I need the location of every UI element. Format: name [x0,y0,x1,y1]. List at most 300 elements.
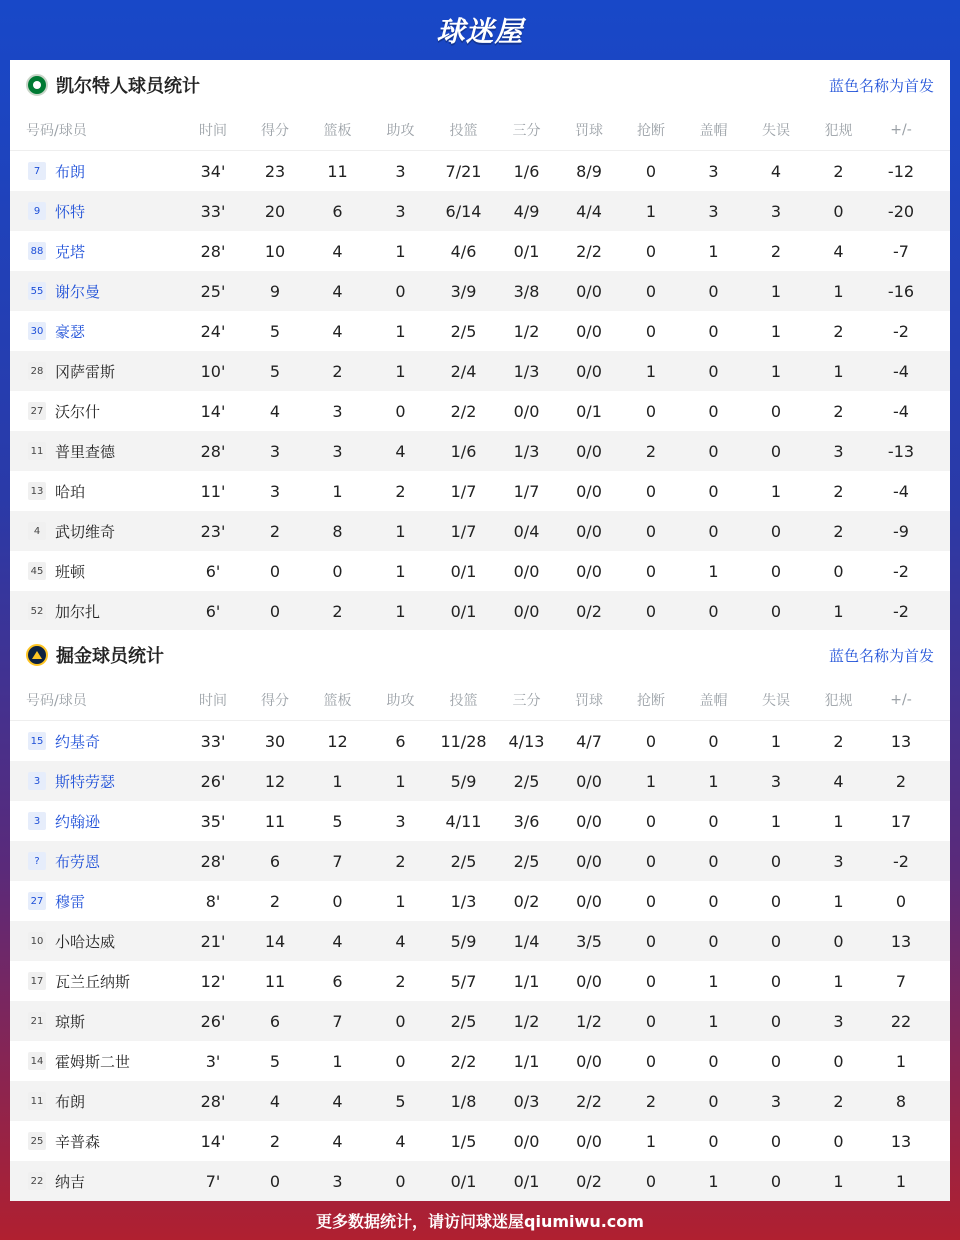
panel-title-row [10,60,950,110]
stat-cell: 1 [895,1171,907,1191]
player-name: 哈珀 [55,482,86,501]
starter-note: 蓝色名称为首发 [828,646,934,665]
jersey-number: 11 [28,442,46,460]
team-title: 掘金球员统计 [56,646,164,667]
player-name: 加尔扎 [55,602,101,621]
player-row [10,721,950,761]
stat-cell: 0 [645,1171,657,1191]
column-header: 盖帽 [699,123,728,139]
stat-cell: 23 [264,161,286,181]
stat-cell: 6 [269,851,281,871]
stat-cell: 0 [395,1011,406,1031]
stat-cell: 1 [770,281,782,301]
player-name[interactable]: 约翰逊 [55,812,101,831]
stat-cell: 0 [332,891,343,911]
stat-cell: 26' [200,1011,226,1031]
stat-cell: 0/0 [576,361,602,381]
stat-cell: 0 [708,441,719,461]
player-name[interactable]: 斯特劳瑟 [55,772,116,791]
stat-cell: 1 [770,321,782,341]
jersey-number: 45 [28,562,46,580]
stat-cell: 0 [395,401,406,421]
stat-cell: 2 [833,401,844,421]
stat-cell: 0/0 [513,601,540,621]
stat-cell: 6 [395,731,406,751]
jersey-number: 25 [28,1132,46,1150]
stat-cell: 3 [708,201,719,221]
column-header: 犯规 [824,693,853,709]
stat-cell: 0 [708,811,719,831]
player-row [10,961,950,1001]
stat-cell: -2 [893,851,909,871]
stat-cell: 2 [645,441,657,461]
stat-cell: 0/0 [576,851,602,871]
stat-cell: 1 [833,971,844,991]
player-cell [10,481,182,502]
stat-cell: 13 [890,1131,912,1151]
stat-cell: 2 [833,1091,844,1111]
stat-cell: 12 [327,731,348,751]
stat-cell: 1 [332,1051,343,1071]
stat-cell: 1 [395,241,406,261]
stat-cell: 1 [332,771,343,791]
stat-cell: 6 [332,971,343,991]
stat-cell: 3 [770,201,782,221]
stat-cell: 2 [770,241,782,261]
stat-cell: 3' [205,1051,221,1071]
team-title: 凯尔特人球员统计 [56,76,200,97]
column-header: 时间 [199,693,227,709]
stat-cell: 6/14 [445,201,482,221]
stat-cell: 0 [645,1051,657,1071]
column-header: 失误 [762,693,790,709]
player-cell [10,931,182,952]
stat-cell: 35' [200,811,226,831]
stat-cell: 0/2 [576,601,602,621]
player-name[interactable]: 豪瑟 [55,322,86,341]
player-cell [10,281,182,302]
stat-cell: 1/3 [513,361,540,381]
stat-cell: 0 [708,481,719,501]
player-row [10,271,950,311]
stat-cell: 4 [332,931,343,951]
stat-cell: 0/3 [513,1091,540,1111]
stat-cell: 1 [833,281,844,301]
player-name: 班顿 [55,562,86,581]
stat-cell: 0 [645,521,657,541]
stat-cell: 0 [770,971,782,991]
column-header: 三分 [512,693,541,709]
stat-cell: 0/0 [513,1131,540,1151]
stat-cell: 4 [332,1091,343,1111]
stat-cell: -16 [887,281,915,301]
stat-cell: -2 [893,321,909,341]
jersey-number: 55 [28,282,46,300]
jersey-number: 28 [28,362,46,380]
stat-cell: 7' [205,1171,221,1191]
player-row [10,591,950,631]
stat-cell: 0 [645,401,657,421]
stat-cell: 3 [332,401,343,421]
stat-cell: 30 [264,731,286,751]
player-row [10,801,950,841]
stat-cell: 0 [395,281,406,301]
stat-cell: 1/2 [513,1011,540,1031]
stat-cell: 2/4 [450,361,477,381]
player-row [10,1081,950,1121]
stat-cell: 20 [264,201,286,221]
stat-cell: 11/28 [440,731,487,751]
stat-cell: 6 [332,201,343,221]
stat-cell: 12' [200,971,226,991]
panel-title-row [10,630,950,680]
stat-cell: 0/0 [576,521,602,541]
stat-cell: 0 [708,851,719,871]
stat-cell: 1/7 [513,481,540,501]
stat-cell: 10' [200,361,226,381]
stat-cell: 5 [269,321,281,341]
stat-cell: 2 [833,321,844,341]
stat-cell: 0 [708,1051,719,1071]
stat-cell: 0 [770,1171,782,1191]
jersey-number: 27 [28,892,46,910]
player-name: 琼斯 [55,1012,86,1031]
jersey-number: 3 [28,772,46,790]
column-header: 时间 [199,123,227,139]
footer-banner [0,1200,960,1240]
stat-cell: 5/7 [450,971,477,991]
stat-cell: 4 [332,321,343,341]
player-rows [10,151,950,631]
player-name: 布朗 [55,1092,86,1111]
stat-cell: 14 [264,931,286,951]
stat-cell: 2 [833,521,844,541]
stat-cell: 4 [332,1131,343,1151]
stat-cell: 0 [645,811,657,831]
stat-cell: 1/2 [513,321,540,341]
stat-cell: 5 [269,1051,281,1071]
stat-cell: 0 [269,561,281,581]
stat-cell: 11 [264,971,286,991]
player-cell [10,1051,182,1072]
stat-cell: 0 [708,731,719,751]
stat-cell: 0 [708,1091,719,1111]
stat-cell: 4 [395,441,406,461]
player-row [10,391,950,431]
stat-cell: 7 [895,971,907,991]
column-header: 助攻 [386,693,415,709]
stat-cell: 0/1 [513,1171,540,1191]
team-stats-panel-celtics [10,60,950,630]
player-row [10,1041,950,1081]
stat-cell: 2 [269,521,281,541]
stat-cell: 1 [770,481,782,501]
stat-cell: 13 [890,931,912,951]
stat-cell: 1/1 [513,971,540,991]
team-stats-panel-nuggets [10,630,950,1200]
column-header: 篮板 [323,693,352,709]
player-row [10,191,950,231]
stat-cell: 1 [395,521,406,541]
stat-cell: 1/1 [513,1051,540,1071]
stat-cell: 0 [770,441,782,461]
jersey-number: 9 [28,202,46,220]
stat-cell: 3 [395,811,406,831]
stat-cell: 2/5 [513,851,540,871]
jersey-number: 88 [28,242,46,260]
stat-cell: 0 [770,561,782,581]
player-name[interactable]: 布朗 [55,162,86,181]
stat-cell: 0 [770,1131,782,1151]
jersey-number: 11 [28,1092,46,1110]
stat-cell: 4 [770,161,782,181]
stat-cell: 0 [770,401,782,421]
stat-cell: 0 [645,931,657,951]
stat-cell: 1 [708,241,719,261]
stat-cell: 3/8 [513,281,540,301]
column-header: 犯规 [824,123,853,139]
player-row [10,431,950,471]
stat-cell: 8 [895,1091,907,1111]
stat-cell: 1 [332,481,343,501]
stat-cell: 6' [205,561,221,581]
stat-cell: -9 [893,521,909,541]
stat-cell: 4/11 [445,811,482,831]
stat-cell: 7/21 [445,161,482,181]
stat-cell: 7 [332,1011,343,1031]
stat-cell: 0 [269,601,281,621]
stat-cell: 0/0 [576,1131,602,1151]
player-name[interactable]: 约基奇 [55,732,101,751]
stat-cell: 0/0 [576,891,602,911]
stat-cell: 1 [645,771,657,791]
player-row [10,881,950,921]
stat-cell: 0/4 [513,521,540,541]
stat-cell: 28' [200,1091,226,1111]
stat-cell: 0 [645,851,657,871]
stat-cell: 1/6 [513,161,540,181]
jersey-number: 15 [28,732,46,750]
stat-cell: 3 [833,1011,844,1031]
nuggets-logo-icon [26,644,48,666]
stat-cell: 3/5 [576,931,602,951]
stat-cell: 6' [205,601,221,621]
player-cell [10,521,182,542]
column-header: 罚球 [575,693,603,709]
stat-cell: 1 [708,971,719,991]
jersey-number: 22 [28,1172,46,1190]
stat-cell: 0 [645,561,657,581]
column-header-row [10,110,950,151]
stat-cell: 4 [395,931,406,951]
stat-cell: 8 [332,521,343,541]
player-name[interactable]: 克塔 [55,242,86,261]
stat-cell: 1 [395,771,406,791]
stat-cell: 1 [833,1171,844,1191]
player-name: 小哈达威 [55,932,116,951]
stat-cell: 0 [770,851,782,871]
column-header-row [10,680,950,721]
player-cell [10,731,182,752]
stat-cell: 1/7 [450,521,477,541]
stat-cell: 4/7 [576,731,602,751]
app-header [0,0,960,60]
player-cell [10,401,182,422]
stat-cell: 1 [708,1011,719,1031]
stat-cell: 3 [332,1171,343,1191]
stat-cell: 0 [645,161,657,181]
stat-cell: 4/9 [513,201,540,221]
stat-cell: 11 [327,161,348,181]
player-row [10,761,950,801]
player-cell [10,971,182,992]
stat-cell: 5 [395,1091,406,1111]
player-row [10,311,950,351]
stat-cell: -4 [893,401,909,421]
column-header: +/- [890,692,912,708]
stat-cell: -20 [887,201,915,221]
stat-cell: 2 [395,971,406,991]
stat-cell: 4 [332,281,343,301]
player-row [10,231,950,271]
stat-cell: 3 [708,161,719,181]
stat-cell: 0 [708,1131,719,1151]
stat-cell: 3 [395,201,406,221]
player-cell [10,561,182,582]
player-cell [10,1091,182,1112]
stat-cell: 0/1 [450,561,477,581]
stat-cell: 17 [890,811,912,831]
player-name[interactable]: 布劳恩 [55,852,101,871]
player-row [10,841,950,881]
player-cell [10,161,182,182]
stat-cell: 2 [269,1131,281,1151]
celtics-logo-icon [26,74,48,96]
stat-cell: 14' [200,401,226,421]
stat-cell: 0 [645,891,657,911]
stat-cell: 3 [332,441,343,461]
stat-cell: 2 [395,851,406,871]
stat-cell: 1 [833,891,844,911]
stat-cell: 0 [770,891,782,911]
stat-cell: 0 [708,891,719,911]
stat-cell: 0 [833,1131,844,1151]
player-name[interactable]: 穆雷 [55,892,86,911]
stat-cell: 1 [833,361,844,381]
stat-cell: 0 [708,401,719,421]
stat-cell: 4 [833,241,844,261]
player-row [10,351,950,391]
stat-cell: 2/2 [450,1051,477,1071]
stat-cell: 1/3 [513,441,540,461]
stat-cell: 2 [395,481,406,501]
player-name: 辛普森 [55,1132,101,1151]
stat-cell: 2/5 [450,321,477,341]
column-header: 罚球 [575,123,603,139]
column-header: 号码/球员 [26,123,87,139]
stat-cell: 0/1 [576,401,602,421]
stat-cell: 2 [332,601,343,621]
stat-cell: 0/1 [450,1171,477,1191]
stat-cell: 5/9 [450,771,477,791]
stat-cell: 0 [708,601,719,621]
stat-cell: 1 [645,201,657,221]
stat-cell: 1 [833,601,844,621]
stat-cell: 1 [770,811,782,831]
stat-cell: 0 [395,1171,406,1191]
player-name: 武切维奇 [55,522,116,541]
stat-cell: 0 [770,1011,782,1031]
stat-cell: 4 [833,771,844,791]
stat-cell: -12 [887,161,915,181]
stat-cell: 0 [770,521,782,541]
stat-cell: 3 [770,771,782,791]
stat-cell: 14' [200,1131,226,1151]
player-row [10,511,950,551]
stat-cell: 25' [200,281,226,301]
jersey-number: 30 [28,322,46,340]
player-row [10,1161,950,1201]
player-name: 普里查德 [55,442,116,461]
column-header: 抢断 [637,693,665,709]
player-cell [10,1131,182,1152]
stat-cell: 4/4 [576,201,602,221]
stat-cell: 0 [645,1011,657,1031]
jersey-number: 14 [28,1052,46,1070]
stat-cell: 0 [770,931,782,951]
player-row [10,1001,950,1041]
player-name[interactable]: 怀特 [55,202,86,221]
stat-cell: 1/3 [450,891,477,911]
player-name[interactable]: 谢尔曼 [55,282,101,301]
stat-cell: 0/0 [576,481,602,501]
stat-cell: 1/2 [576,1011,602,1031]
stat-cell: 0 [833,201,844,221]
stat-cell: 0/0 [513,401,540,421]
player-cell [10,201,182,222]
stat-cell: 1 [395,361,406,381]
column-header: 得分 [261,693,289,709]
stat-cell: -13 [887,441,915,461]
stat-cell: 0 [770,1051,782,1071]
stat-cell: 0/0 [576,281,602,301]
column-header: 号码/球员 [26,693,87,709]
stat-cell: 1 [395,561,406,581]
stat-cell: 10 [264,241,286,261]
column-header: 篮板 [323,123,352,139]
stat-cell: 0 [770,601,782,621]
stat-cell: 0/0 [576,441,602,461]
stat-cell: 0 [833,1051,844,1071]
stat-cell: 1 [708,771,719,791]
stat-cell: 2 [833,481,844,501]
stat-cell: 1 [708,1171,719,1191]
stat-cell: 0 [645,281,657,301]
jersey-number: 3 [28,812,46,830]
stat-cell: -4 [893,481,909,501]
stat-cell: 2 [895,771,907,791]
stat-cell: 1 [833,811,844,831]
player-name: 冈萨雷斯 [55,362,116,381]
player-row [10,551,950,591]
stat-cell: 1 [395,321,406,341]
site-logo: 球迷屋 [436,15,524,48]
player-cell [10,441,182,462]
stat-cell: 4/6 [450,241,477,261]
stat-cell: 0/0 [576,811,602,831]
stat-cell: 0/0 [576,561,602,581]
stat-cell: 2/2 [576,241,602,261]
